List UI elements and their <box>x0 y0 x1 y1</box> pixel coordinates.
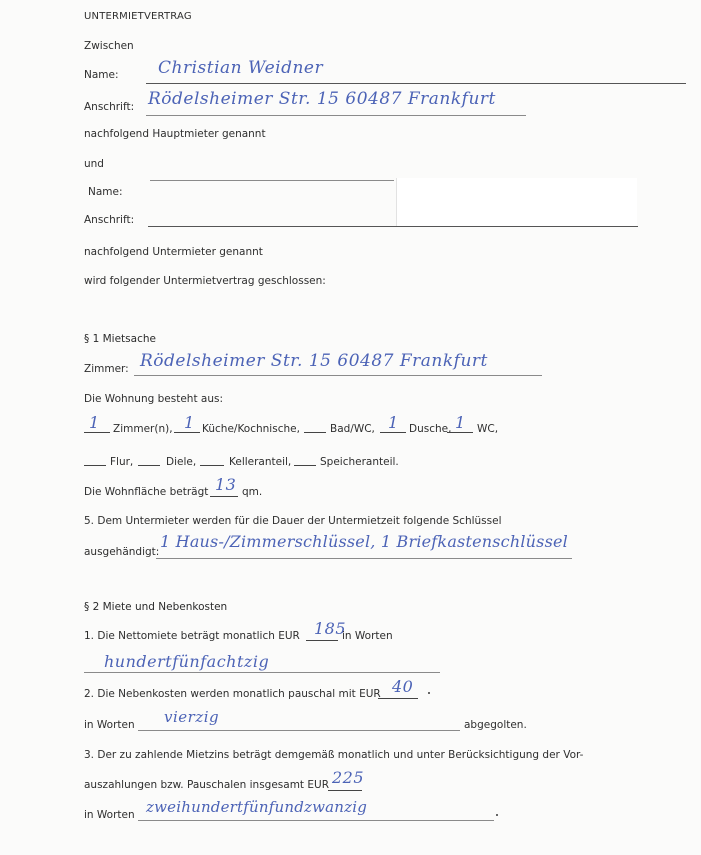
kueche-label: Küche/Kochnische, <box>202 423 300 435</box>
period-dot-end <box>496 814 498 816</box>
nebenkosten-suffix: abgegolten. <box>464 719 527 731</box>
zimmer-unit-label: Zimmer(n), <box>113 423 173 435</box>
mietzins-words: zweihundertfünfundzwanzig <box>146 798 368 816</box>
nettomiete-value: 185 <box>314 619 347 638</box>
kueche-count: 1 <box>184 413 195 432</box>
flaeche-value: 13 <box>215 475 237 494</box>
nebenkosten-text: 2. Die Nebenkosten werden monatlich pauschal mit EUR <box>84 688 381 700</box>
document-title: UNTERMIETVERTRAG <box>84 11 192 22</box>
section-1-heading: § 1 Mietsache <box>84 333 156 345</box>
wc-count: 1 <box>455 413 466 432</box>
nebenkosten-line <box>378 698 418 699</box>
section-2-heading: § 2 Miete und Nebenkosten <box>84 601 228 613</box>
flaeche-label: Die Wohnfläche beträgt <box>84 486 209 498</box>
untermieter-role: nachfolgend Untermieter genannt <box>84 246 263 258</box>
nettomiete-words: hundertfünfachtzig <box>104 652 270 671</box>
key-label: ausgehändigt: <box>84 546 160 558</box>
zimmer-count-line <box>84 432 110 433</box>
nebenkosten-words-label: in Worten <box>84 719 135 731</box>
untermieter-name-line <box>150 180 394 181</box>
mietzins-value: 225 <box>332 768 365 787</box>
key-value: 1 Haus-/Zimmerschlüssel, 1 Briefkastenschlüssel <box>160 532 568 551</box>
keller-count-line <box>200 465 224 466</box>
dusche-label: Dusche, <box>409 423 452 435</box>
zimmer-value: Rödelsheimer Str. 15 60487 Frankfurt <box>140 351 488 371</box>
hauptmieter-name-label: Name: <box>84 69 119 81</box>
mietzins-text-2: auszahlungen bzw. Pauschalen insgesamt EUR <box>84 779 330 791</box>
hauptmieter-address-line <box>146 115 526 116</box>
flaeche-unit: qm. <box>242 486 263 498</box>
closing-text: wird folgender Untermietvertrag geschlossen: <box>84 275 326 287</box>
mietzins-text-1: 3. Der zu zahlende Mietzins beträgt demgemäß monatlich und unter Berücksichtigung der Vor- <box>84 749 584 761</box>
bad-label: Bad/WC, <box>330 423 375 435</box>
diele-label: Diele, <box>166 456 197 468</box>
dusche-count: 1 <box>388 413 399 432</box>
nebenkosten-words-line <box>138 730 460 731</box>
nettomiete-words-line <box>84 672 440 673</box>
mietzins-words-line <box>138 820 494 821</box>
hauptmieter-role: nachfolgend Hauptmieter genannt <box>84 128 266 140</box>
zimmer-count: 1 <box>89 413 100 432</box>
speicher-count-line <box>294 465 316 466</box>
zimmer-line <box>134 375 542 376</box>
flur-count-line <box>84 465 106 466</box>
diele-count-line <box>138 465 160 466</box>
wc-count-line <box>447 432 473 433</box>
speicher-label: Speicheranteil. <box>320 456 399 468</box>
keller-label: Kelleranteil, <box>229 456 292 468</box>
wc-label: WC, <box>477 423 499 435</box>
zimmer-label: Zimmer: <box>84 363 129 375</box>
hauptmieter-name-line <box>146 83 686 84</box>
blank-paper-patch <box>396 178 637 226</box>
period-dot <box>428 692 430 694</box>
flaeche-line <box>210 496 238 497</box>
untermieter-name-label: Name: <box>88 186 123 198</box>
nettomiete-line <box>306 640 338 641</box>
mietzins-line <box>328 790 362 791</box>
bad-count-line <box>304 432 326 433</box>
nebenkosten-words: vierzig <box>164 708 220 726</box>
nettomiete-suffix: in Worten <box>342 630 393 642</box>
key-text: 5. Dem Untermieter werden für die Dauer der Untermietzeit folgende Schlüssel <box>84 515 502 527</box>
nebenkosten-value: 40 <box>392 677 414 696</box>
untermieter-address-line <box>148 226 638 227</box>
hauptmieter-address-label: Anschrift: <box>84 101 135 113</box>
hauptmieter-name-value: Christian Weidner <box>158 58 324 78</box>
wohnung-text: Die Wohnung besteht aus: <box>84 393 223 405</box>
nettomiete-text: 1. Die Nettomiete beträgt monatlich EUR <box>84 630 300 642</box>
und-label: und <box>84 158 104 170</box>
untermieter-address-label: Anschrift: <box>84 214 135 226</box>
dusche-count-line <box>380 432 406 433</box>
zwischen-label: Zwischen <box>84 40 134 52</box>
flur-label: Flur, <box>110 456 134 468</box>
hauptmieter-address-value: Rödelsheimer Str. 15 60487 Frankfurt <box>148 89 496 109</box>
mietzins-words-label: in Worten <box>84 809 135 821</box>
kueche-count-line <box>174 432 200 433</box>
key-line <box>156 558 572 559</box>
